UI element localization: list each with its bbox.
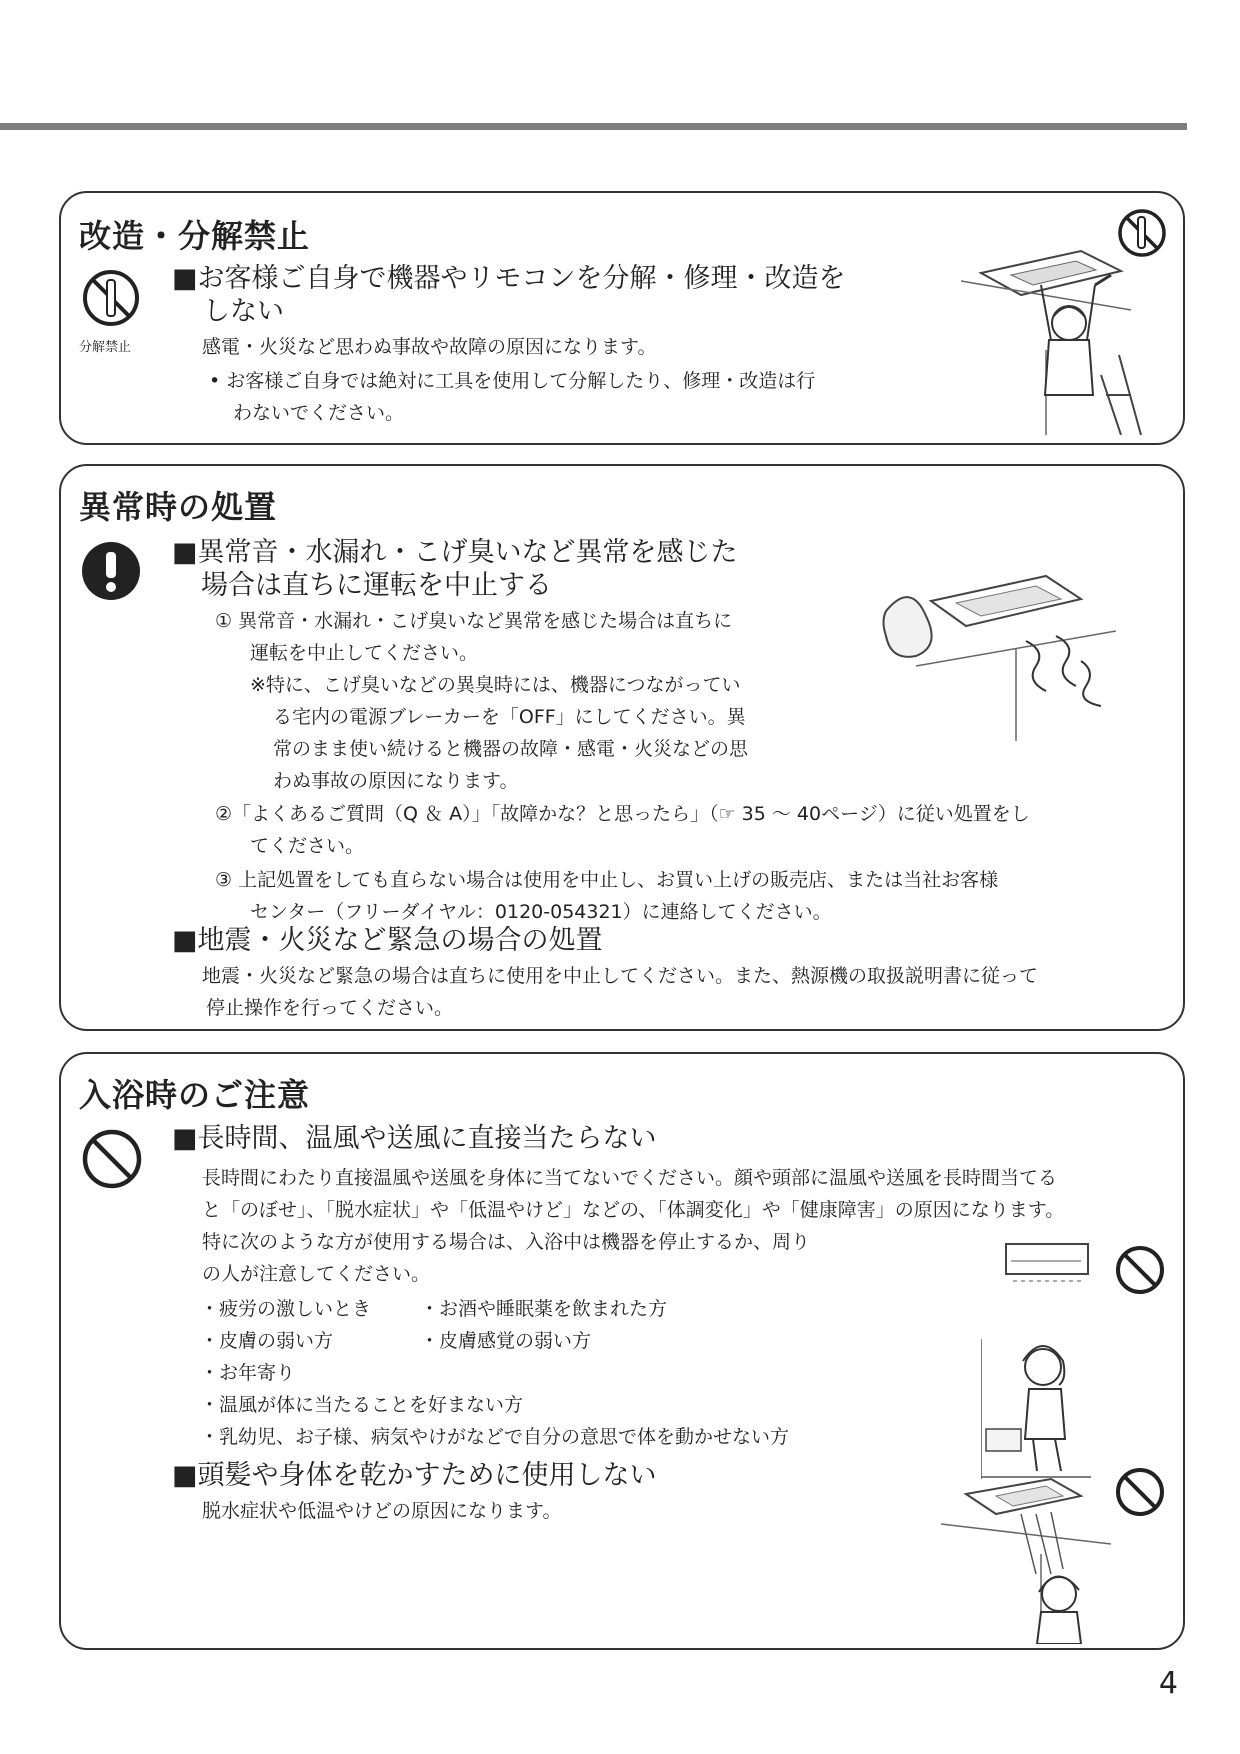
page-number: 4 <box>1158 1666 1178 1701</box>
exclamation-icon <box>81 541 141 601</box>
action-heading-cont: 場合は直ちに運転を中止する <box>201 570 552 601</box>
note: ※特に、こげ臭いなどの異臭時には、機器につながってい <box>250 674 741 696</box>
step-3-cont: センター（フリーダイヤル：0120-054321）に連絡してください。 <box>250 901 832 923</box>
list-item: ・お酒や睡眠薬を飲まれた方 <box>420 1298 668 1320</box>
bathing-person-illustration <box>981 1239 1111 1479</box>
section-bathing <box>59 1052 1185 1650</box>
prohibition-body: 脱水症状や低温やけどの原因になります。 <box>202 1500 562 1522</box>
prohibition-body: と「のぼせ」、「脱水症状」や「低温やけど」などの、「体調変化」や「健康障害」の原因になります。 <box>202 1199 1065 1221</box>
prohibited-icon <box>1114 1244 1166 1296</box>
list-item: ・温風が体に当たることを好まない方 <box>200 1394 524 1416</box>
header-rule <box>0 123 1187 130</box>
step-1-cont: 運転を中止してください。 <box>250 642 479 664</box>
list-item: ・乳幼児、お子様、病気やけがなどで自分の意思で体を動かせない方 <box>200 1426 790 1448</box>
warning-body: 感電・火災など思わぬ事故や故障の原因になります。 <box>202 336 657 358</box>
prohibition-body: 長時間にわたり直接温風や送風を身体に当てないでください。顔や頭部に温風や送風を長時間当てる <box>202 1167 1058 1189</box>
prohibition-body: の人が注意してください。 <box>202 1263 431 1285</box>
prohibition-body: 特に次のような方が使用する場合は、入浴中は機器を停止するか、周り <box>202 1231 811 1253</box>
section-title: 改造・分解禁止 <box>79 217 311 255</box>
icon-label: 分解禁止 <box>79 340 132 355</box>
prohibited-icon <box>81 1128 143 1190</box>
prohibited-icon <box>1114 1466 1166 1518</box>
step-1: ① 異常音・水漏れ・こげ臭いなど異常を感じた場合は直ちに <box>215 610 733 632</box>
note-cont: わぬ事故の原因になります。 <box>273 770 519 792</box>
warning-heading: ■お客様ご自身で機器やリモコンを分解・修理・改造を <box>172 263 846 294</box>
repair-person-illustration <box>961 245 1161 435</box>
section-no-disassembly <box>59 191 1185 445</box>
hair-drying-illustration <box>941 1474 1121 1644</box>
warning-bullet-cont: わないでください。 <box>233 402 405 424</box>
list-item: ・皮膚の弱い方 <box>200 1330 334 1352</box>
section-title: 異常時の処置 <box>79 488 278 526</box>
prohibition-heading: ■長時間、温風や送風に直接当たらない <box>172 1123 657 1154</box>
smoke-illustration <box>876 571 1116 741</box>
section-abnormal <box>59 464 1185 1031</box>
list-item: ・皮膚感覚の弱い方 <box>420 1330 592 1352</box>
warning-bullet: • お客様ご自身では絶対に工具を使用して分解したり、修理・改造は行 <box>209 370 816 392</box>
step-2: ②「よくあるご質問（Q ＆ A）」「故障かな？と思ったら」（☞ 35 ～ 40ページ）に従い処置をし <box>215 803 1030 825</box>
step-2-cont: てください。 <box>250 835 365 857</box>
warning-heading-cont: しない <box>203 296 284 327</box>
no-disassembly-icon <box>81 268 141 328</box>
step-3: ③ 上記処置をしても直らない場合は使用を中止し、お買い上げの販売店、または当社お客様 <box>215 869 999 891</box>
note-cont: る宅内の電源ブレーカーを「OFF」にしてください。異 <box>273 706 746 728</box>
prohibition-heading: ■頭髪や身体を乾かすために使用しない <box>172 1460 657 1491</box>
note-cont: 常のまま使い続けると機器の故障・感電・火災などの思 <box>273 738 749 760</box>
action-heading: ■異常音・水漏れ・こげ臭いなど異常を感じた <box>172 537 738 568</box>
section-title: 入浴時のご注意 <box>79 1076 311 1114</box>
emergency-body: 地震・火災など緊急の場合は直ちに使用を中止してください。また、熱源機の取扱説明書に従って <box>202 965 1039 987</box>
emergency-heading: ■地震・火災など緊急の場合の処置 <box>172 925 603 956</box>
list-item: ・お年寄り <box>200 1362 296 1384</box>
emergency-body-cont: 停止操作を行ってください。 <box>206 997 454 1019</box>
list-item: ・疲労の激しいとき <box>200 1298 372 1320</box>
